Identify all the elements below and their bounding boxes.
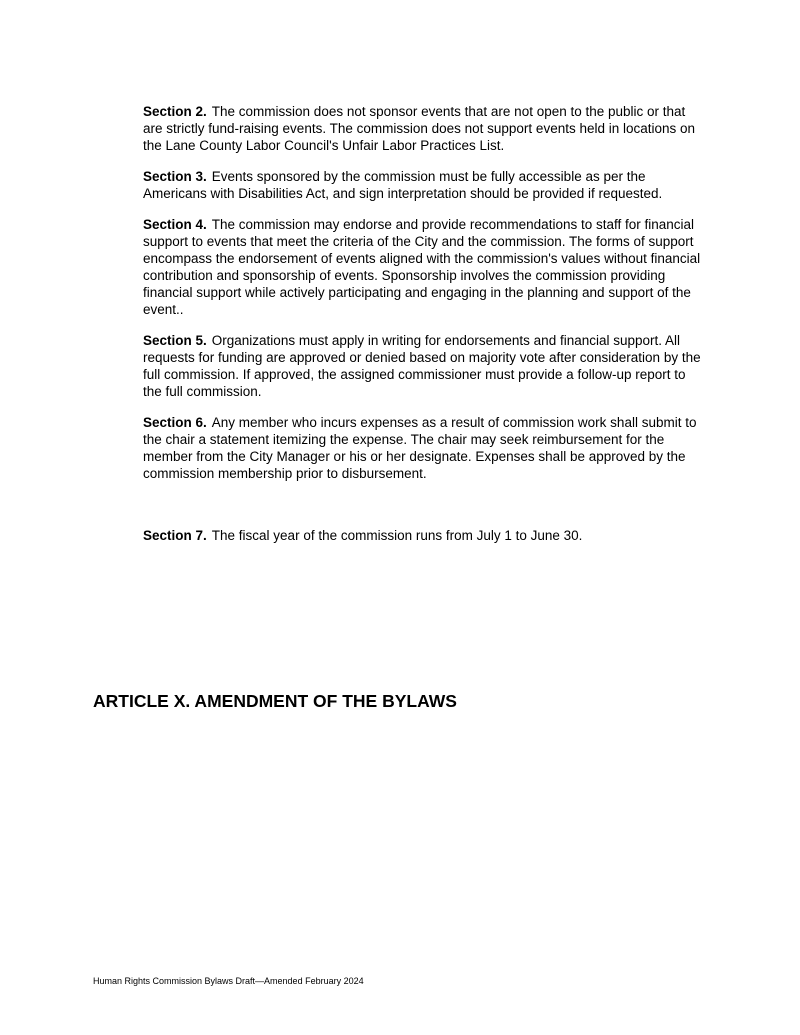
- document-body: [143, 103, 703, 558]
- section-2-label: Section 2.: [143, 104, 207, 119]
- section-5-paragraph: [143, 332, 703, 400]
- section-2-text: The commission does not sponsor events that are not open to the public or that are strictly fund-raising events. The commission does not support events held in locations on the Lane County Labor Council's Unfair Labor Practices List.: [143, 104, 696, 153]
- section-4-label: Section 4.: [143, 217, 207, 232]
- section-3-paragraph: [143, 168, 703, 202]
- section-3-text: Events sponsored by the commission must be fully accessible as per the Americans with Disabilities Act, and sign interpretation should be provided if requested.: [143, 169, 663, 201]
- section-3-label: Section 3.: [143, 169, 207, 184]
- article-heading: ARTICLE X. AMENDMENT OF THE BYLAWS: [93, 691, 457, 711]
- section-5-text: Organizations must apply in writing for endorsements and financial support. All requests for funding are approved or denied based on majority vote after consideration by the full commission. If approved, the assigned commissioner must provide a follow-up report to the full commission.: [143, 333, 701, 399]
- section-6-text: Any member who incurs expenses as a result of commission work shall submit to the chair a statement itemizing the expense. The chair may seek reimbursement for the member from the City Manager or his or her designate. Expenses shall be approved by the commission membership prior to disbursement.: [143, 415, 697, 481]
- page-footer: Human Rights Commission Bylaws Draft—Amended February 2024: [93, 976, 364, 986]
- section-7-label: Section 7.: [143, 528, 207, 543]
- section-4-paragraph: [143, 216, 703, 318]
- section-7-text: The fiscal year of the commission runs from July 1 to June 30.: [211, 528, 583, 543]
- section-2-paragraph: [143, 103, 703, 154]
- section-6-label: Section 6.: [143, 415, 207, 430]
- section-6-paragraph: [143, 414, 703, 482]
- section-5-label: Section 5.: [143, 333, 207, 348]
- section-7-paragraph: [143, 527, 703, 544]
- section-4-text: The commission may endorse and provide recommendations to staff for financial support to events that meet the criteria of the City and the commission. The forms of support encompass the endorsement of events aligned with the commission's values without financial contribution and sponsorship of events. Sponsorship involves the commission providing financial support while actively participating and engaging in the planning and support of the event..: [143, 217, 701, 317]
